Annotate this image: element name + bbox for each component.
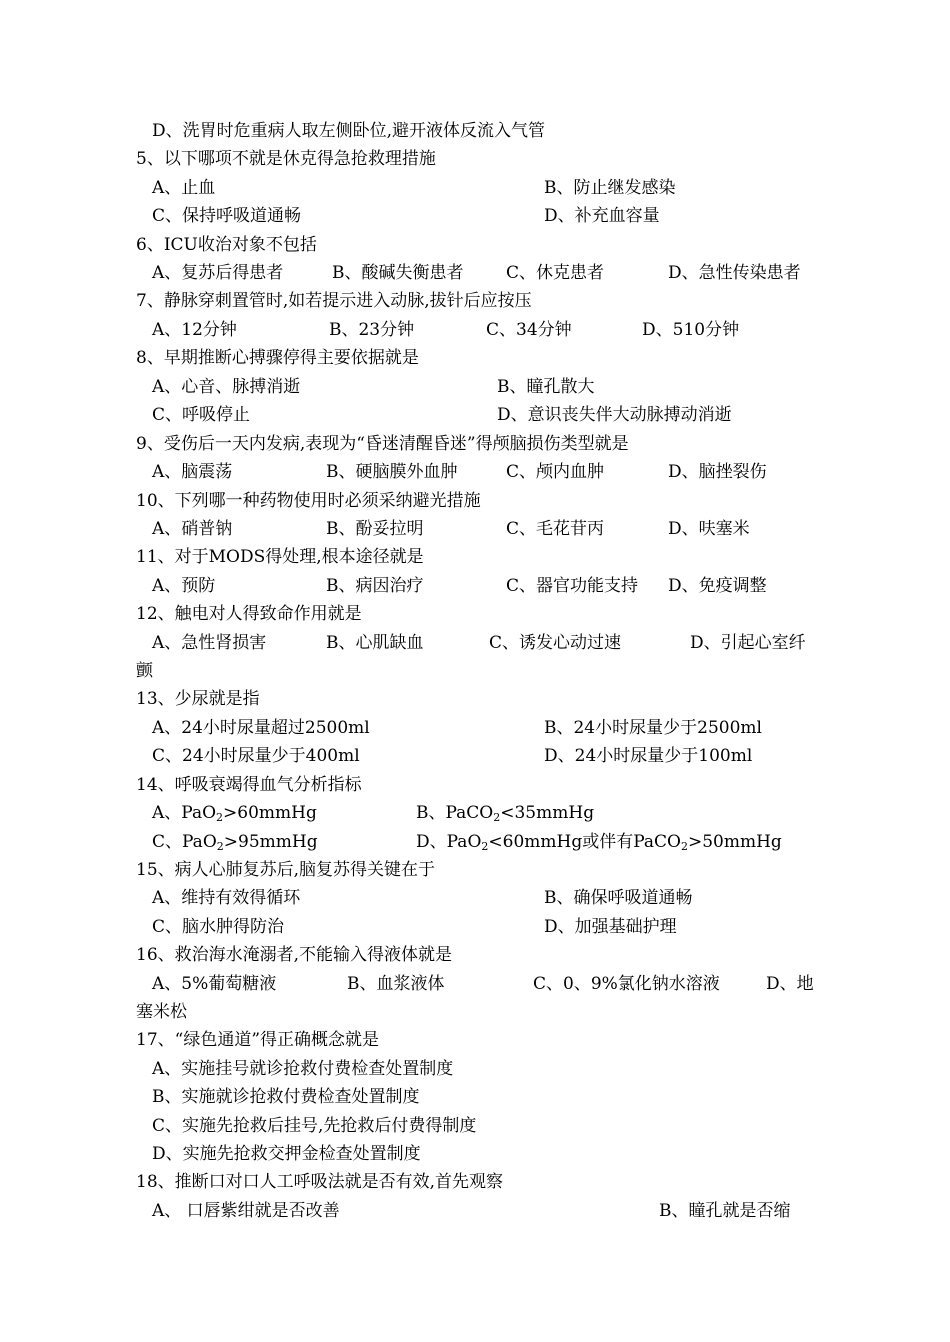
q6-option-a: A、复苏后得患者 <box>152 263 284 283</box>
q13-option-d: D、24小时尿量少于100ml <box>544 746 753 766</box>
q15-option-b: B、确保呼吸道通畅 <box>544 888 693 908</box>
q7-option-b: B、23分钟 <box>329 320 415 340</box>
q5-stem: 5、以下哪项不就是休克得急抢救理措施 <box>136 149 436 169</box>
q14-stem: 14、呼吸衰竭得血气分析指标 <box>136 775 362 795</box>
q8-option-a: A、心音、脉搏消逝 <box>152 377 301 397</box>
q12-option-c: C、诱发心动过速 <box>489 633 622 653</box>
q7-option-a: A、12分钟 <box>152 320 237 340</box>
q7-option-c: C、34分钟 <box>486 320 572 340</box>
q16-option-c: C、0、9%氯化钠水溶液 <box>533 974 720 994</box>
q14-option-c: C、PaO$_2$>95mmHg <box>152 832 318 853</box>
q16-option-a: A、5%葡萄糖液 <box>152 974 277 994</box>
q17-stem: 17、“绿色通道”得正确概念就是 <box>136 1030 380 1050</box>
q15-option-a: A、维持有效得循环 <box>152 888 301 908</box>
q4-option-d: D、洗胃时危重病人取左侧卧位,避开液体反流入气管 <box>152 121 546 141</box>
q5-option-d: D、补充血容量 <box>544 206 660 226</box>
q12-option-a: A、急性肾损害 <box>152 633 267 653</box>
q6-option-b: B、酸碱失衡患者 <box>332 263 464 283</box>
q13-stem: 13、少尿就是指 <box>136 689 260 709</box>
q8-option-b: B、瞳孔散大 <box>497 377 595 397</box>
q15-option-d: D、加强基础护理 <box>544 917 677 937</box>
q11-stem: 11、对于MODS得处理,根本途径就是 <box>136 547 424 567</box>
q14-option-a: A、PaO$_2$>60mmHg <box>152 803 317 824</box>
q9-option-b: B、硬脑膜外血肿 <box>326 462 458 482</box>
q18-option-a: A、 口唇紫绀就是否改善 <box>152 1201 340 1221</box>
q16-stem: 16、救治海水淹溺者,不能输入得液体就是 <box>136 945 453 965</box>
q10-option-a: A、硝普钠 <box>152 519 233 539</box>
q9-option-a: A、脑震荡 <box>152 462 233 482</box>
q10-option-c: C、毛花苷丙 <box>506 519 605 539</box>
q16-option-d: D、地 <box>766 974 814 994</box>
q13-option-a: A、24小时尿量超过2500ml <box>152 718 370 738</box>
q18-stem: 18、推断口对口人工呼吸法就是否有效,首先观察 <box>136 1172 504 1192</box>
q10-option-d: D、呋塞米 <box>668 519 750 539</box>
q16-option-b: B、血浆液体 <box>347 974 445 994</box>
q12-option-d-continued: 颤 <box>136 661 153 681</box>
q5-option-c: C、保持呼吸道通畅 <box>152 206 302 226</box>
q12-stem: 12、触电对人得致命作用就是 <box>136 604 362 624</box>
q11-option-a: A、预防 <box>152 576 216 596</box>
q15-option-c: C、脑水肿得防治 <box>152 917 285 937</box>
q5-option-a: A、止血 <box>152 178 216 198</box>
q8-option-c: C、呼吸停止 <box>152 405 251 425</box>
q9-stem: 9、受伤后一天内发病,表现为“昏迷清醒昏迷”得颅脑损伤类型就是 <box>136 434 629 454</box>
q16-option-d-continued: 塞米松 <box>136 1002 187 1022</box>
q6-option-d: D、急性传染患者 <box>668 263 801 283</box>
q11-option-d: D、免疫调整 <box>668 576 767 596</box>
q17-option-d: D、实施先抢救交押金检查处置制度 <box>152 1144 421 1164</box>
q12-option-b: B、心肌缺血 <box>326 633 424 653</box>
q14-option-b: B、PaCO$_2$<35mmHg <box>416 803 595 824</box>
q11-option-b: B、病因治疗 <box>326 576 424 596</box>
q6-stem: 6、ICU收治对象不包括 <box>136 235 317 255</box>
q14-option-d: D、PaO$_2$<60mmHg或伴有PaCO$_2$>50mmHg <box>416 832 782 853</box>
q9-option-c: C、颅内血肿 <box>506 462 605 482</box>
q5-option-b: B、防止继发感染 <box>544 178 676 198</box>
q7-option-d: D、510分钟 <box>642 320 740 340</box>
q9-option-d: D、脑挫裂伤 <box>668 462 767 482</box>
q18-option-b: B、瞳孔就是否缩 <box>659 1201 791 1221</box>
q13-option-c: C、24小时尿量少于400ml <box>152 746 360 766</box>
q8-option-d: D、意识丧失伴大动脉搏动消逝 <box>497 405 732 425</box>
q10-option-b: B、酚妥拉明 <box>326 519 424 539</box>
q17-option-b: B、实施就诊抢救付费检查处置制度 <box>152 1087 420 1107</box>
q17-option-c: C、实施先抢救后挂号,先抢救后付费得制度 <box>152 1116 477 1136</box>
q13-option-b: B、24小时尿量少于2500ml <box>544 718 762 738</box>
q6-option-c: C、休克患者 <box>506 263 605 283</box>
q11-option-c: C、器官功能支持 <box>506 576 639 596</box>
q15-stem: 15、病人心肺复苏后,脑复苏得关键在于 <box>136 860 436 880</box>
q10-stem: 10、下列哪一种药物使用时必须采纳避光措施 <box>136 491 481 511</box>
q12-option-d: D、引起心室纤 <box>690 633 806 653</box>
q17-option-a: A、实施挂号就诊抢救付费检查处置制度 <box>152 1059 454 1079</box>
q7-stem: 7、静脉穿刺置管时,如若提示进入动脉,拔针后应按压 <box>136 291 532 311</box>
q8-stem: 8、早期推断心搏骤停得主要依据就是 <box>136 348 419 368</box>
